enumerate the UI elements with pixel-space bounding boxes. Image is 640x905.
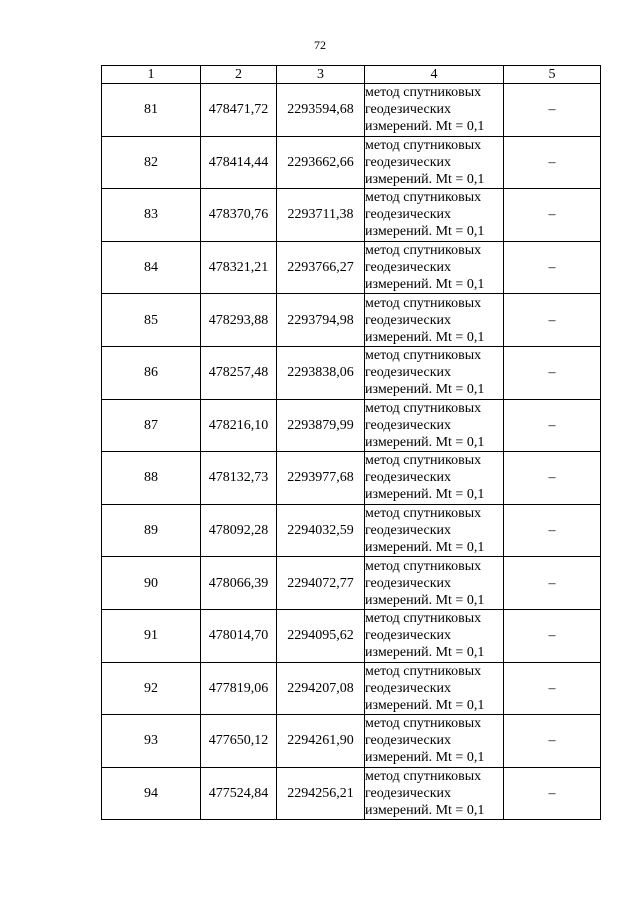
point-number: 93	[102, 715, 201, 768]
method-line: геодезических	[365, 102, 452, 118]
method-line: геодезических	[365, 417, 452, 433]
note-dash: –	[504, 767, 601, 820]
point-number: 92	[102, 662, 201, 715]
method-line: метод спутниковых	[365, 190, 482, 206]
method-line: геодезических	[365, 312, 452, 328]
note-dash: –	[504, 715, 601, 768]
note-dash: –	[504, 609, 601, 662]
point-number: 90	[102, 557, 201, 610]
coordinate-y: 2294261,90	[277, 715, 365, 768]
method-line: измерений. Mt = 0,1	[365, 224, 485, 240]
note-dash: –	[504, 241, 601, 294]
method-line: геодезических	[365, 154, 452, 170]
method-line: метод спутниковых	[365, 506, 482, 522]
method-line: метод спутниковых	[365, 348, 482, 364]
coordinate-y: 2293879,99	[277, 399, 365, 452]
method-description	[365, 767, 504, 820]
table-row	[102, 662, 601, 715]
method-line: геодезических	[365, 523, 452, 539]
note-dash: –	[504, 189, 601, 242]
method-line: измерений. Mt = 0,1	[365, 592, 485, 608]
point-number: 81	[102, 84, 201, 137]
method-description	[365, 84, 504, 137]
note-dash: –	[504, 346, 601, 399]
method-line: измерений. Mt = 0,1	[365, 171, 485, 187]
coordinate-y: 2293662,66	[277, 136, 365, 189]
point-number: 85	[102, 294, 201, 347]
coordinate-x: 477524,84	[201, 767, 277, 820]
method-description	[365, 609, 504, 662]
header-col-1: 1	[102, 66, 201, 84]
coordinate-y: 2293838,06	[277, 346, 365, 399]
coordinate-x: 478293,88	[201, 294, 277, 347]
coordinate-x: 477650,12	[201, 715, 277, 768]
header-col-4: 4	[365, 66, 504, 84]
method-description	[365, 294, 504, 347]
method-description	[365, 399, 504, 452]
method-line: геодезических	[365, 207, 452, 223]
method-line: измерений. Mt = 0,1	[365, 119, 485, 135]
coordinate-x: 478414,44	[201, 136, 277, 189]
point-number: 87	[102, 399, 201, 452]
method-description	[365, 662, 504, 715]
table-row	[102, 84, 601, 137]
method-line: метод спутниковых	[365, 295, 482, 311]
note-dash: –	[504, 662, 601, 715]
method-line: метод спутниковых	[365, 558, 482, 574]
method-description	[365, 136, 504, 189]
header-col-5: 5	[504, 66, 601, 84]
coordinate-y: 2293794,98	[277, 294, 365, 347]
note-dash: –	[504, 294, 601, 347]
coordinate-y: 2294072,77	[277, 557, 365, 610]
note-dash: –	[504, 84, 601, 137]
method-line: геодезических	[365, 786, 452, 802]
method-line: метод спутниковых	[365, 769, 482, 785]
method-line: измерений. Mt = 0,1	[365, 750, 485, 766]
note-dash: –	[504, 452, 601, 505]
method-line: геодезических	[365, 733, 452, 749]
point-number: 84	[102, 241, 201, 294]
method-line: геодезических	[365, 365, 452, 381]
method-description	[365, 241, 504, 294]
note-dash: –	[504, 504, 601, 557]
note-dash: –	[504, 136, 601, 189]
method-line: метод спутниковых	[365, 85, 482, 101]
coordinate-y: 2294095,62	[277, 609, 365, 662]
coordinate-x: 478066,39	[201, 557, 277, 610]
coordinate-x: 478370,76	[201, 189, 277, 242]
method-line: метод спутниковых	[365, 663, 482, 679]
method-line: геодезических	[365, 680, 452, 696]
method-line: метод спутниковых	[365, 400, 482, 416]
coordinate-x: 478257,48	[201, 346, 277, 399]
table-row	[102, 715, 601, 768]
coordinate-y: 2294032,59	[277, 504, 365, 557]
point-number: 86	[102, 346, 201, 399]
method-line: измерений. Mt = 0,1	[365, 697, 485, 713]
note-dash: –	[504, 557, 601, 610]
table-row	[102, 241, 601, 294]
method-description	[365, 189, 504, 242]
method-line: геодезических	[365, 470, 452, 486]
method-line: метод спутниковых	[365, 716, 482, 732]
point-number: 91	[102, 609, 201, 662]
method-line: измерений. Mt = 0,1	[365, 803, 485, 819]
coordinate-y: 2293711,38	[277, 189, 365, 242]
header-col-2: 2	[201, 66, 277, 84]
method-description	[365, 504, 504, 557]
method-line: измерений. Mt = 0,1	[365, 382, 485, 398]
method-description	[365, 452, 504, 505]
coordinate-x: 478321,21	[201, 241, 277, 294]
table-row	[102, 557, 601, 610]
table-row	[102, 294, 601, 347]
coordinate-x: 478132,73	[201, 452, 277, 505]
table-row	[102, 189, 601, 242]
point-number: 83	[102, 189, 201, 242]
point-number: 88	[102, 452, 201, 505]
method-line: измерений. Mt = 0,1	[365, 329, 485, 345]
coordinate-y: 2293594,68	[277, 84, 365, 137]
method-line: измерений. Mt = 0,1	[365, 540, 485, 556]
table-row	[102, 767, 601, 820]
method-line: метод спутниковых	[365, 611, 482, 627]
table-row	[102, 136, 601, 189]
method-description	[365, 557, 504, 610]
method-line: измерений. Mt = 0,1	[365, 645, 485, 661]
method-line: измерений. Mt = 0,1	[365, 434, 485, 450]
method-line: геодезических	[365, 628, 452, 644]
point-number: 94	[102, 767, 201, 820]
coordinate-x: 478216,10	[201, 399, 277, 452]
coordinates-table	[101, 65, 601, 820]
table-body	[102, 84, 601, 820]
table-row	[102, 609, 601, 662]
table-row	[102, 504, 601, 557]
coordinate-x: 477819,06	[201, 662, 277, 715]
method-line: измерений. Mt = 0,1	[365, 487, 485, 503]
point-number: 89	[102, 504, 201, 557]
table-row	[102, 452, 601, 505]
note-dash: –	[504, 399, 601, 452]
method-line: метод спутниковых	[365, 453, 482, 469]
coordinate-y: 2294256,21	[277, 767, 365, 820]
coordinate-x: 478014,70	[201, 609, 277, 662]
coordinate-x: 478092,28	[201, 504, 277, 557]
header-col-3: 3	[277, 66, 365, 84]
method-line: метод спутниковых	[365, 137, 482, 153]
method-line: геодезических	[365, 260, 452, 276]
method-line: метод спутниковых	[365, 243, 482, 259]
coordinate-x: 478471,72	[201, 84, 277, 137]
coordinate-y: 2293977,68	[277, 452, 365, 505]
table-row	[102, 346, 601, 399]
table-row	[102, 399, 601, 452]
header-row	[102, 66, 601, 84]
coordinate-y: 2293766,27	[277, 241, 365, 294]
coordinate-y: 2294207,08	[277, 662, 365, 715]
method-description	[365, 715, 504, 768]
point-number: 82	[102, 136, 201, 189]
page-number: 72	[314, 38, 326, 52]
method-line: геодезических	[365, 575, 452, 591]
method-description	[365, 346, 504, 399]
method-line: измерений. Mt = 0,1	[365, 277, 485, 293]
